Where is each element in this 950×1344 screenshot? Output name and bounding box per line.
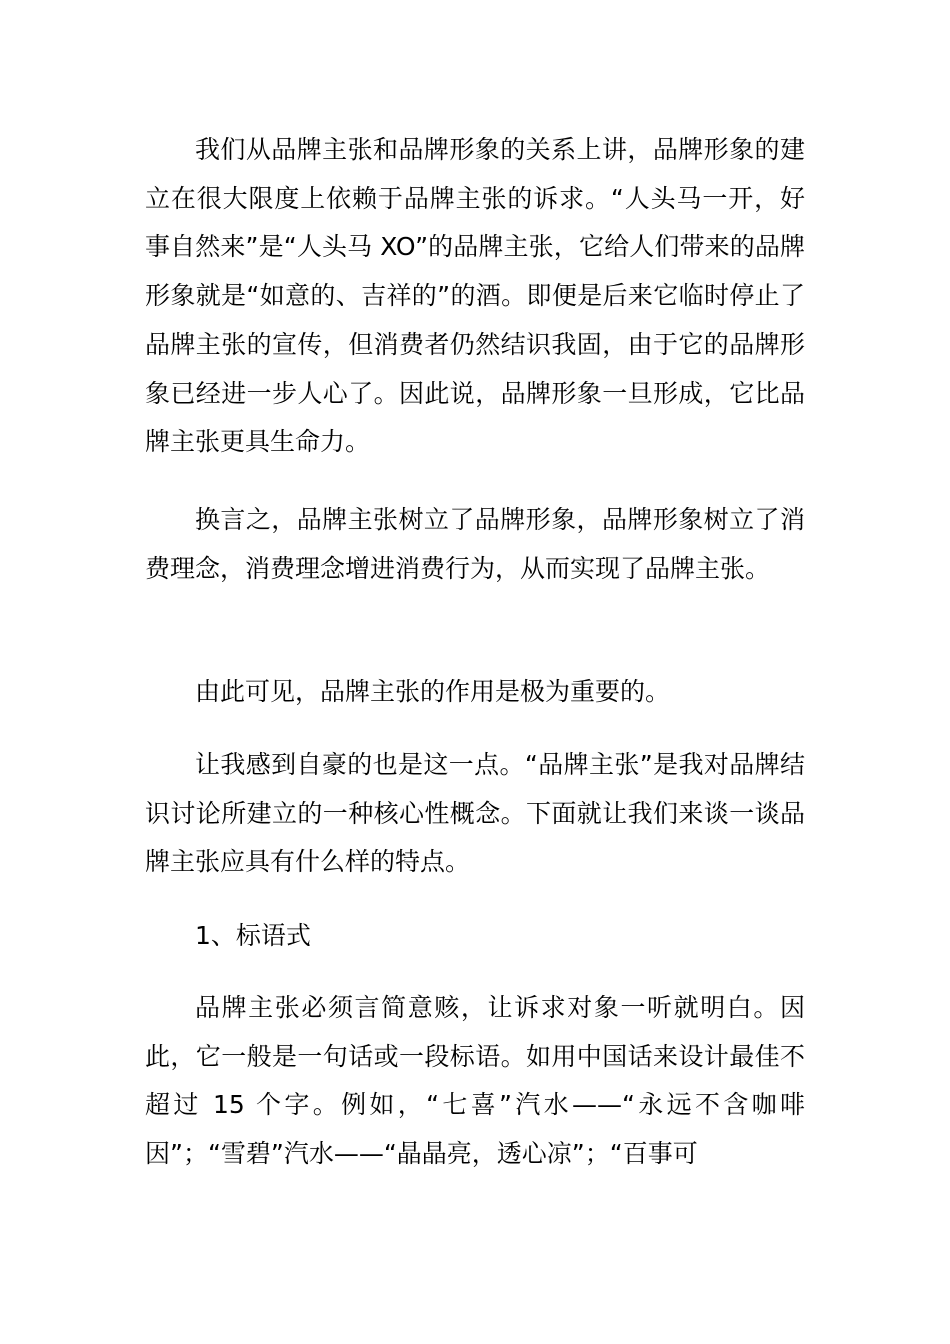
- paragraph-brand-image-relation: 我们从品牌主张和品牌形象的关系上讲，品牌形象的建立在很大限度上依赖于品牌主张的诉求。“人头马一开，好事自然来”是“人头马 XO”的品牌主张，它给人们带来的品牌形象就是“如意的、吉祥的”的酒。即便是后来它临时停止了品牌主张的宣传，但消费者仍然结识我固，由于它的品牌形象已经进一步人心了。因此说，品牌形象一旦形成，它比品牌主张更具生命力。: [145, 135, 805, 457]
- paragraph-in-other-words: 换言之，品牌主张树立了品牌形象，品牌形象树立了消费理念，消费理念增进消费行为，从而实现了品牌主张。: [145, 505, 805, 583]
- section-heading-slogan-style: 1、标语式: [195, 921, 311, 950]
- paragraph-slogan-examples: 品牌主张必须言简意赅，让诉求对象一听就明白。因此，它一般是一句话或一段标语。如用中国话来设计最佳不超过 15 个字。例如，“七喜”汽水——“永远不含咖啡因”；“雪碧”汽水——“晶晶亮，透心凉”；“百事可: [145, 993, 805, 1169]
- paragraph-importance: 由此可见，品牌主张的作用是极为重要的。: [195, 677, 671, 706]
- paragraph-core-concept: 让我感到自豪的也是这一点。“品牌主张”是我对品牌结识讨论所建立的一种核心性概念。下面就让我们来谈一谈品牌主张应具有什么样的特点。: [145, 750, 805, 877]
